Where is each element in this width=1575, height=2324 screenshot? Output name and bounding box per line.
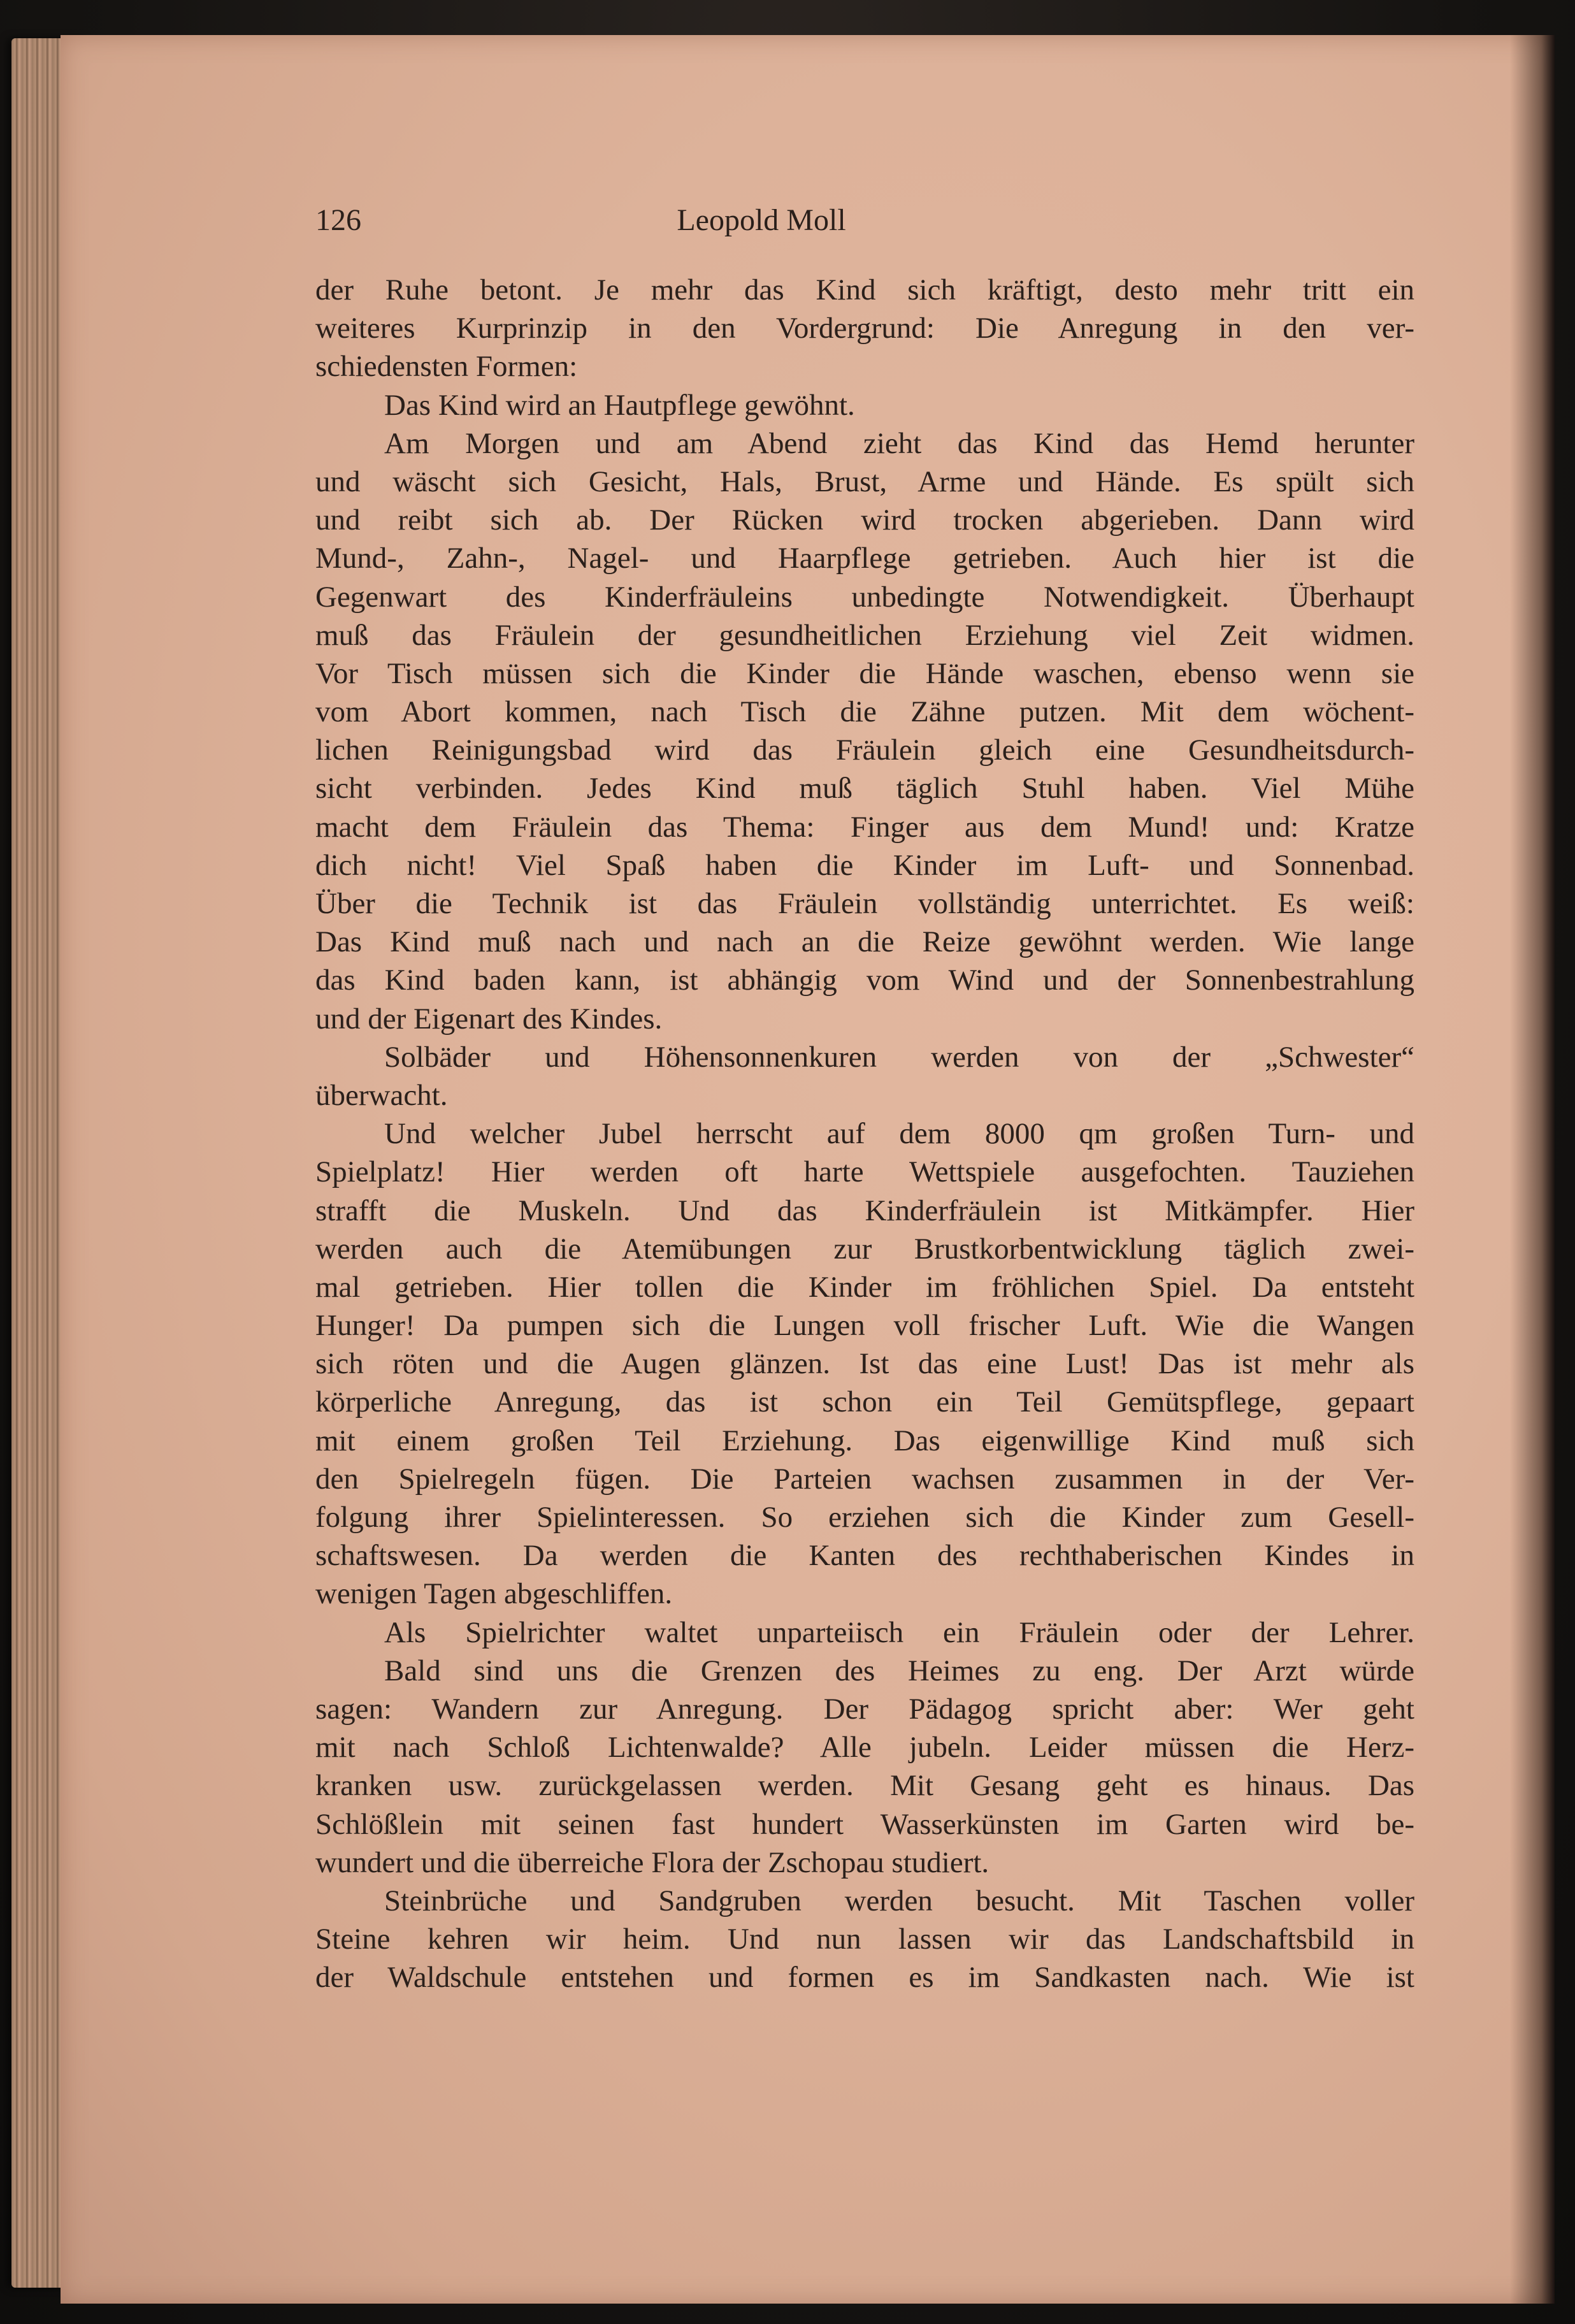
text-line: den Spielregeln fügen. Die Parteien wachsen zusammen in der Ver- [315, 1462, 1414, 1496]
text-line: der Waldschule entstehen und formen es im Sandkasten nach. Wie ist [315, 1961, 1414, 1995]
text-line: strafft die Muskeln. Und das Kinderfräulein ist Mitkämpfer. Hier [315, 1194, 1414, 1227]
text-line: kranken usw. zurückgelassen werden. Mit Gesang geht es hinaus. Das [315, 1769, 1414, 1803]
text-line: Als Spielrichter waltet unparteiisch ein Fräulein oder der Lehrer. [384, 1615, 1414, 1649]
text-line: Das Kind wird an Hautpflege gewöhnt. [384, 388, 855, 422]
text-line: und reibt sich ab. Der Rücken wird trocken abgerieben. Dann wird [315, 503, 1414, 537]
text-line: Und welcher Jubel herrscht auf dem 8000 qm großen Turn- und [384, 1117, 1414, 1151]
text-line: wenigen Tagen abgeschliffen. [315, 1577, 673, 1611]
text-line: Steine kehren wir heim. Und nun lassen wir das Landschaftsbild in [315, 1923, 1414, 1956]
text-line: vom Abort kommen, nach Tisch die Zähne putzen. Mit dem wöchent- [315, 695, 1414, 729]
gutter-shadow [1510, 35, 1555, 2304]
text-line: und der Eigenart des Kindes. [315, 1002, 663, 1036]
text-line: Gegenwart des Kinderfräuleins unbedingte Notwendigkeit. Überhaupt [315, 580, 1414, 614]
text-line: folgung ihrer Spielinteressen. So erziehen sich die Kinder zum Gesell- [315, 1501, 1414, 1534]
text-line: muß das Fräulein der gesundheitlichen Erziehung viel Zeit widmen. [315, 618, 1414, 652]
text-line: sagen: Wandern zur Anregung. Der Pädagog spricht aber: Wer geht [315, 1692, 1414, 1726]
text-line: wundert und die überreiche Flora der Zschopau studiert. [315, 1845, 989, 1879]
text-line: überwacht. [315, 1078, 448, 1112]
text-line: mal getrieben. Hier tollen die Kinder im fröhlichen Spiel. Da entsteht [315, 1270, 1414, 1304]
text-line: werden auch die Atemübungen zur Brustkorbentwicklung täglich zwei- [315, 1232, 1414, 1266]
text-line: körperliche Anregung, das ist schon ein Teil Gemütspflege, gepaart [315, 1385, 1414, 1419]
text-line: das Kind baden kann, ist abhängig vom Wind und der Sonnenbestrahlung [315, 964, 1414, 997]
text-line: weiteres Kurprinzip in den Vordergrund: Die Anregung in den ver- [315, 312, 1414, 345]
text-line: Schlößlein mit seinen fast hundert Wasserkünsten im Garten wird be- [315, 1807, 1414, 1841]
text-line: schaftswesen. Da werden die Kanten des rechthaberischen Kindes in [315, 1539, 1414, 1573]
text-line: mit einem großen Teil Erziehung. Das eigenwillige Kind muß sich [315, 1424, 1414, 1457]
text-line: und wäscht sich Gesicht, Hals, Brust, Arme und Hände. Es spült sich [315, 465, 1414, 498]
text-line: macht dem Fräulein das Thema: Finger aus dem Mund! und: Kratze [315, 810, 1414, 844]
page-number: 126 [315, 203, 361, 237]
text-line: der Ruhe betont. Je mehr das Kind sich kräftigt, desto mehr tritt ein [315, 273, 1414, 307]
text-line: lichen Reinigungsbad wird das Fräulein gleich eine Gesundheitsdurch- [315, 733, 1414, 767]
text-line: mit nach Schloß Lichtenwalde? Alle jubeln. Leider müssen die Herz- [315, 1731, 1414, 1765]
text-line: schiedensten Formen: [315, 350, 578, 384]
body-text [315, 271, 1414, 1996]
text-line: Mund-, Zahn-, Nagel- und Haarpflege getrieben. Auch hier ist die [315, 542, 1414, 575]
running-head [315, 203, 1414, 241]
text-line: Vor Tisch müssen sich die Kinder die Hände waschen, ebenso wenn sie [315, 656, 1414, 690]
text-line: sich röten und die Augen glänzen. Ist das eine Lust! Das ist mehr als [315, 1347, 1414, 1381]
text-line: Am Morgen und am Abend zieht das Kind das Hemd herunter [384, 426, 1414, 460]
running-title: Leopold Moll [677, 203, 846, 237]
text-line: Spielplatz! Hier werden oft harte Wettspiele ausgefochten. Tauziehen [315, 1155, 1414, 1189]
text-line: Das Kind muß nach und nach an die Reize gewöhnt werden. Wie lange [315, 925, 1414, 959]
text-line: dich nicht! Viel Spaß haben die Kinder im Luft- und Sonnenbad. [315, 848, 1414, 882]
text-line: sicht verbinden. Jedes Kind muß täglich Stuhl haben. Viel Mühe [315, 772, 1414, 805]
text-line: Über die Technik ist das Fräulein vollständig unterrichtet. Es weiß: [315, 887, 1414, 920]
text-line: Bald sind uns die Grenzen des Heimes zu eng. Der Arzt würde [384, 1654, 1414, 1687]
text-line: Steinbrüche und Sandgruben werden besucht. Mit Taschen voller [384, 1884, 1414, 1917]
text-line: Hunger! Da pumpen sich die Lungen voll frischer Luft. Wie die Wangen [315, 1309, 1414, 1343]
text-line: Solbäder und Höhensonnenkuren werden von der „Schwester“ [384, 1040, 1414, 1074]
